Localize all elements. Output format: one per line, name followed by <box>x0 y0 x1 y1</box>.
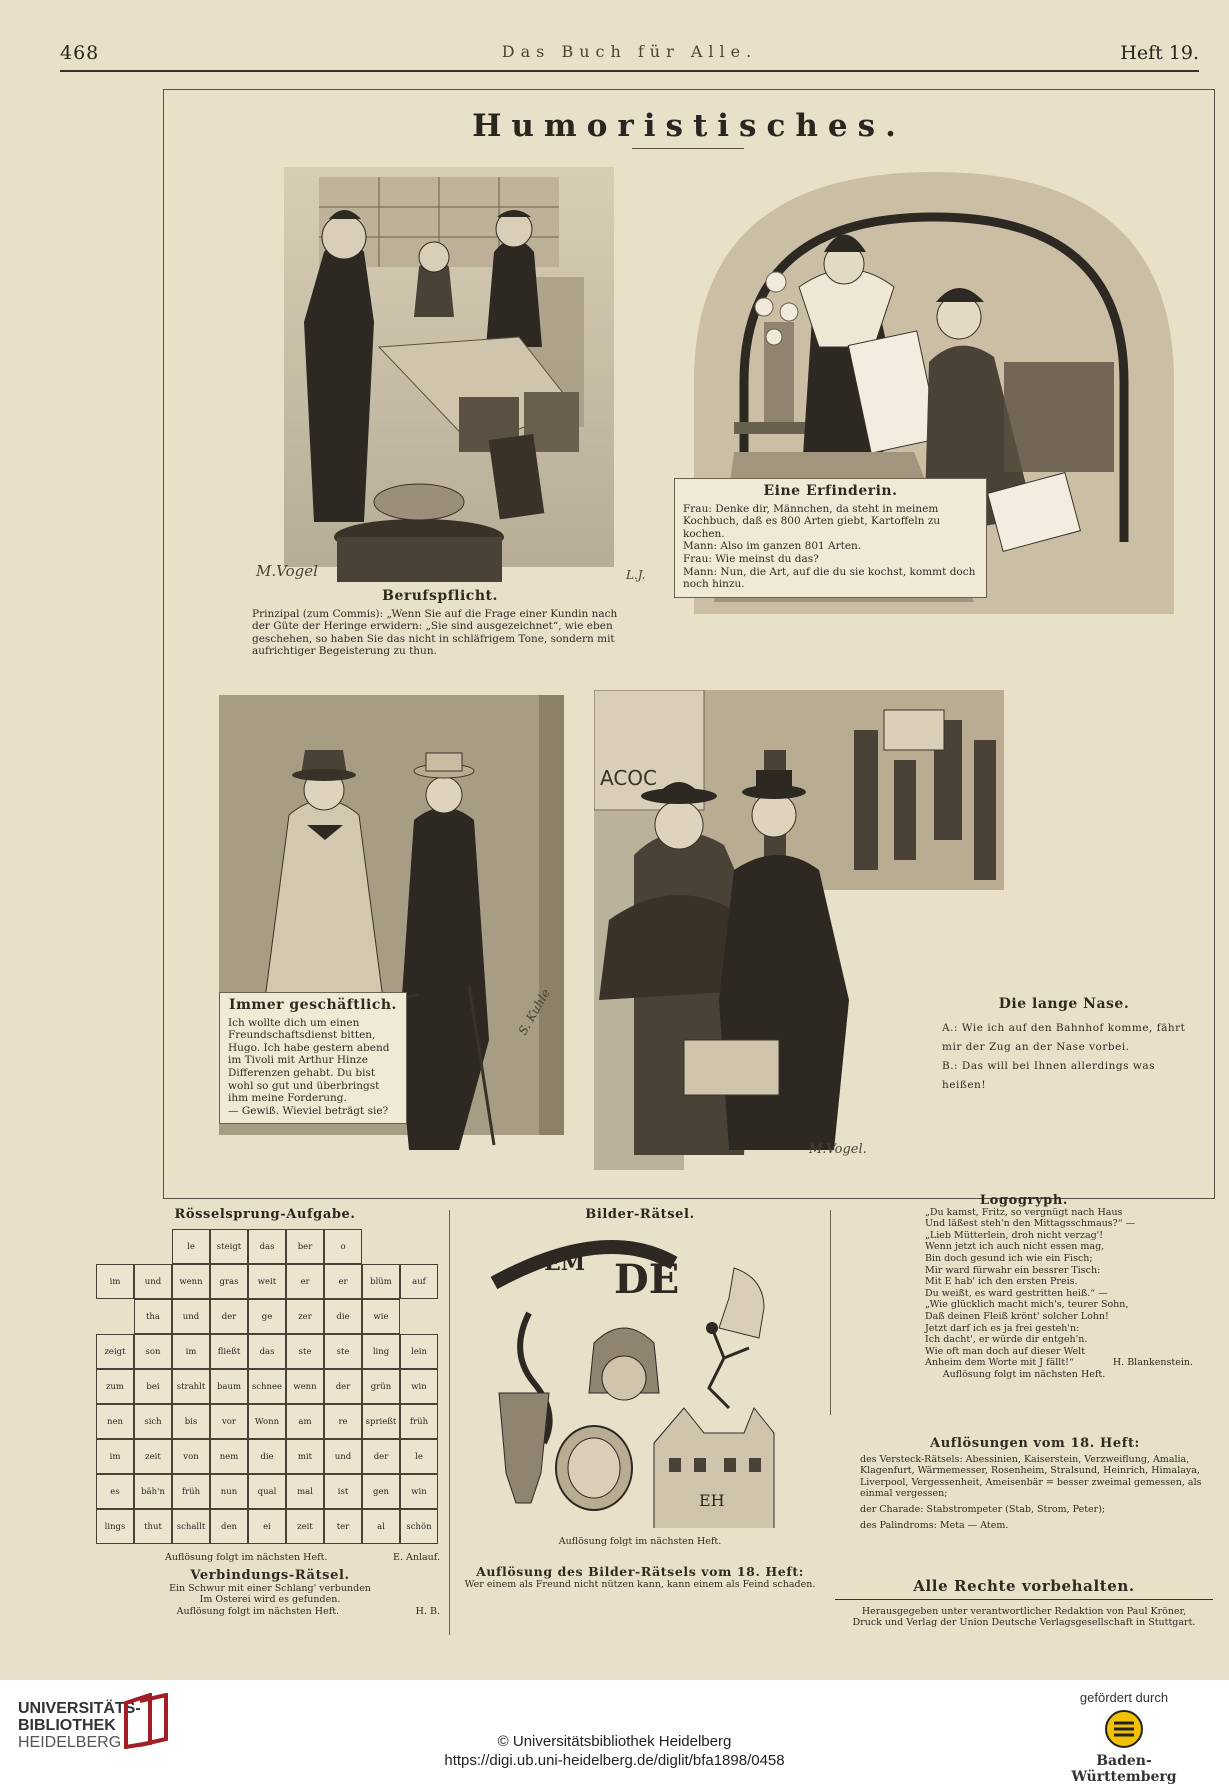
grid-cell: die <box>248 1439 286 1474</box>
verbindungs-heading: Verbindungs-Rätsel. <box>190 1568 350 1583</box>
grid-cell: le <box>172 1229 210 1264</box>
humor-frame <box>163 89 1215 1199</box>
logogryph-line: Mit E hab' ich den ersten Preis. <box>925 1276 1078 1288</box>
grid-cell: ste <box>286 1334 324 1369</box>
grid-cell: win <box>400 1369 438 1404</box>
grid-cell: und <box>134 1264 172 1299</box>
grid-cell: der <box>324 1369 362 1404</box>
roesselsprung-grid <box>96 1229 438 1544</box>
rights-notice: Alle Rechte vorbehalten. <box>835 1580 1213 1600</box>
grid-cell: re <box>324 1404 362 1439</box>
roesselsprung-note: Auflösung folgt im nächsten Heft. <box>165 1552 328 1563</box>
issue-label: Heft 19. <box>1120 42 1199 64</box>
grid-cell: ling <box>362 1334 400 1369</box>
library-line-3: HEIDELBERG <box>18 1734 122 1751</box>
puzzle-glyph-eh: EH <box>699 1491 725 1510</box>
grid-cell: wenn <box>286 1369 324 1404</box>
grid-cell: mal <box>286 1474 324 1509</box>
line-geschaeftlich-2: — Gewiß. Wieviel beträgt sie? <box>228 1104 389 1117</box>
bilder-solution-heading: Auflösung des Bilder-Rätsels vom 18. Heft: <box>476 1564 804 1579</box>
running-header <box>60 36 1199 66</box>
grid-cell: schön <box>400 1509 438 1544</box>
grid-cell: mit <box>286 1439 324 1474</box>
logogryph-line: „Lieb Mütterlein, droh nicht verzag'! <box>925 1229 1104 1241</box>
logogryph-note: Auflösung folgt im nächsten Heft. <box>942 1368 1106 1380</box>
grid-cell: ge <box>248 1299 286 1334</box>
logogryph-line: Jetzt darf ich es ja frei gesteh'n: <box>925 1322 1080 1334</box>
grid-cell: im <box>96 1439 134 1474</box>
grid-cell: thut <box>134 1509 172 1544</box>
grid-cell: grün <box>362 1369 400 1404</box>
logogryph-line: Wie oft man doch auf dieser Welt <box>925 1345 1086 1357</box>
funder-block <box>1049 1690 1199 1785</box>
line-nase-2: B.: Das will bei Ihnen allerdings was heißen! <box>942 1060 1155 1091</box>
grid-cell: tha <box>134 1299 172 1334</box>
grid-cell: steigt <box>210 1229 248 1264</box>
grid-cell: und <box>172 1299 210 1334</box>
logogryph-line: Du weißt, es ward gestritten heiß.“ — <box>925 1287 1108 1299</box>
grid-cell: nen <box>96 1404 134 1439</box>
grid-cell: er <box>286 1264 324 1299</box>
logogryph-line: Daß deinen Fleiß krönt' solcher Lohn! <box>925 1310 1109 1322</box>
rights-section <box>835 1577 1213 1629</box>
logogryph-line: Anheim dem Worte mit J fällt!“ <box>925 1357 1074 1369</box>
signature-kuhle: S. Kuhle <box>515 986 553 1038</box>
bilder-note: Auflösung folgt im nächsten Heft. <box>558 1536 722 1547</box>
grid-cell: im <box>172 1334 210 1369</box>
logogryph-author: H. Blankenstein. <box>1112 1356 1193 1368</box>
aufloesungen-section <box>860 1438 1210 1531</box>
grid-cell: win <box>400 1474 438 1509</box>
grid-cell: lings <box>96 1509 134 1544</box>
grid-cell: sprießt <box>362 1404 400 1439</box>
grid-cell: bis <box>172 1404 210 1439</box>
grid-cell: nem <box>210 1439 248 1474</box>
grid-cell: wie <box>362 1299 400 1334</box>
grid-cell: al <box>362 1509 400 1544</box>
grid-cell: auf <box>400 1264 438 1299</box>
copyright-text: © Universitätsbibliothek Heidelberg <box>497 1733 732 1750</box>
header-rule <box>60 70 1199 72</box>
grid-cell: wenn <box>172 1264 210 1299</box>
bilder-heading: Bilder-Rätsel. <box>585 1207 695 1222</box>
grid-cell: zum <box>96 1369 134 1404</box>
grid-cell: gras <box>210 1264 248 1299</box>
grid-cell: baum <box>210 1369 248 1404</box>
logogryph-line: „Wie glücklich macht mich's, teurer Sohn, <box>925 1299 1129 1311</box>
grid-cell: bäh'n <box>134 1474 172 1509</box>
aufloesungen-line-1: des Versteck-Rätsels: Abessinien, Kaiserstein, Verzweiflung, Amalia, Klagenfurt, Wärmemesser, Rosenheim, Stralsund, Heinrich, Himalaya, Liverpool, Vergessenheit, Ameisenbär = besser zweimal gemessen, als einmal vergessen; <box>860 1453 1202 1500</box>
heading-erfinderin: Eine Erfinderin. <box>763 483 898 499</box>
grid-cell: ist <box>324 1474 362 1509</box>
roesselsprung-footer <box>100 1552 440 1564</box>
grid-cell: zeigt <box>96 1334 134 1369</box>
logogryph-line: Ich dacht', er würde dir entgeh'n. <box>925 1334 1088 1346</box>
grid-cell: Wonn <box>248 1404 286 1439</box>
grid-cell: von <box>172 1439 210 1474</box>
aufloesungen-line-3: des Palindroms: Meta — Atem. <box>860 1519 1009 1531</box>
line-erfinderin-3: Frau: Wie meinst du das? <box>683 552 819 565</box>
grid-cell: gen <box>362 1474 400 1509</box>
logogryph-line: Mir ward fürwahr ein bessrer Tisch: <box>925 1264 1101 1276</box>
grid-cell: ei <box>248 1509 286 1544</box>
grid-cell: bei <box>134 1369 172 1404</box>
verbindungs-line-2: Im Osterei wird es gefunden. <box>199 1594 341 1606</box>
illustration-shop-scene <box>229 157 649 597</box>
grid-cell: qual <box>248 1474 286 1509</box>
title-rule <box>632 148 744 149</box>
heading-geschaeftlich: Immer geschäftlich. <box>229 997 397 1013</box>
grid-cell: das <box>248 1334 286 1369</box>
column-divider-2 <box>830 1210 831 1415</box>
grid-cell: blüm <box>362 1264 400 1299</box>
imprint-line-1: Herausgegeben unter verantwortlicher Redaktion von Paul Kröner, <box>861 1605 1187 1617</box>
heading-berufspflicht: Berufspflicht. <box>382 588 498 604</box>
running-title: Das Buch für Alle. <box>501 42 758 61</box>
grid-cell: weit <box>248 1264 286 1299</box>
column-divider-1 <box>449 1210 450 1635</box>
line-erfinderin-1: Frau: Denke dir, Männchen, da steht in meinem Kochbuch, daß es 800 Arten giebt, Kartoffeln zu kochen. <box>683 502 941 540</box>
roesselsprung-author: E. Anlauf. <box>393 1552 440 1563</box>
library-line-1: UNIVERSITÄTS- <box>18 1700 141 1717</box>
grid-cell: früh <box>172 1474 210 1509</box>
logogryph-line: Wenn jetzt ich auch nicht essen mag, <box>925 1241 1105 1253</box>
grid-cell: früh <box>400 1404 438 1439</box>
grid-cell: sich <box>134 1404 172 1439</box>
source-url[interactable]: https://digi.ub.uni-heidelberg.de/diglit/bfa1898/0458 <box>444 1752 785 1769</box>
puzzle-glyph-de: DE <box>614 1256 680 1303</box>
signature-lj: L.J. <box>626 568 646 582</box>
picture-puzzle <box>484 1228 794 1528</box>
grid-cell: lein <box>400 1334 438 1369</box>
line-erfinderin-4: Mann: Nun, die Art, auf die du sie kochst, kommt doch noch hinzu. <box>683 565 976 591</box>
grid-cell: zeit <box>134 1439 172 1474</box>
signature-vogel-2: M.Vogel. <box>809 1142 867 1157</box>
grid-cell: der <box>362 1439 400 1474</box>
grid-cell: es <box>96 1474 134 1509</box>
line-erfinderin-2: Mann: Also im ganzen 801 Arten. <box>683 540 862 553</box>
aufloesungen-line-2: der Charade: Stabstrompeter (Stab, Strom, Peter); <box>860 1503 1106 1515</box>
funder-crest-icon <box>1104 1709 1144 1749</box>
funded-by-label: gefördert durch <box>1079 1690 1169 1705</box>
grid-cell: den <box>210 1509 248 1544</box>
grid-cell: der <box>210 1299 248 1334</box>
grid-cell: er <box>324 1264 362 1299</box>
grid-cell: o <box>324 1229 362 1264</box>
grid-cell: ber <box>286 1229 324 1264</box>
aufloesungen-heading: Auflösungen vom 18. Heft: <box>930 1436 1140 1451</box>
heading-nase: Die lange Nase. <box>998 996 1130 1012</box>
caption-nase <box>942 995 1186 1095</box>
verbindungs-note: Auflösung folgt im nächsten Heft. <box>176 1605 340 1617</box>
caption-berufspflicht <box>252 590 628 658</box>
puzzle-glyph-em: EM <box>544 1250 586 1276</box>
library-line-2: BIBLIOTHEK <box>18 1717 116 1734</box>
footer-bar <box>0 1680 1229 1785</box>
imprint-line-2: Druck und Verlag der Union Deutsche Verlagsgesellschaft in Stuttgart. <box>852 1617 1196 1629</box>
caption-geschaeftlich <box>219 992 407 1124</box>
illustration-long-nose <box>594 690 1194 1170</box>
grid-cell: und <box>324 1439 362 1474</box>
logogryph-heading: Logogryph. <box>979 1193 1069 1208</box>
grid-cell: das <box>248 1229 286 1264</box>
sign-text-acoc: ACOC <box>600 766 658 790</box>
text-berufspflicht: Prinzipal (zum Commis): „Wenn Sie auf die Frage einer Kundin nach der Güte der Heringe erwidern: „Sie sind ausgezeichnet“, wie eben geschehen, so haben Sie das nicht in schläfrigem Tone, sondern mit aufrichtiger Begeisterung zu thun. <box>252 607 618 658</box>
grid-cell: zeit <box>286 1509 324 1544</box>
line-geschaeftlich-1: Ich wollte dich um einen Freundschaftsdienst bitten, Hugo. Ich habe gestern abend im Tivoli mit Arthur Hinze Differenzen gehabt. Du bist wohl so gut und überbringst ihm meine Forderung. <box>228 1016 390 1105</box>
roesselsprung-heading: Rösselsprung-Aufgabe. <box>174 1207 356 1222</box>
bilder-solution <box>455 1566 825 1590</box>
grid-cell: schallt <box>172 1509 210 1544</box>
grid-cell: strahlt <box>172 1369 210 1404</box>
page-title: Humoristisches. <box>472 108 906 144</box>
roesselsprung-section <box>90 1207 440 1222</box>
bilder-section <box>455 1207 825 1222</box>
verbindungs-section <box>100 1570 440 1617</box>
signature-vogel-1: M.Vogel <box>256 562 318 580</box>
grid-cell: le <box>400 1439 438 1474</box>
grid-cell: son <box>134 1334 172 1369</box>
logogryph-line: „Du kamst, Fritz, so vergnügt nach Haus <box>925 1206 1123 1218</box>
grid-cell: ste <box>324 1334 362 1369</box>
grid-cell: nun <box>210 1474 248 1509</box>
grid-cell: schnee <box>248 1369 286 1404</box>
copyright-block <box>0 1732 1229 1770</box>
grid-cell: am <box>286 1404 324 1439</box>
grid-cell: ter <box>324 1509 362 1544</box>
grid-cell: fließt <box>210 1334 248 1369</box>
logogryph-line: Bin doch gesund ich wie ein Fisch; <box>925 1252 1093 1264</box>
logogryph-line: Und läßest steh'n den Mittagsschmaus?“ — <box>925 1218 1136 1230</box>
grid-cell: die <box>324 1299 362 1334</box>
line-nase-1: A.: Wie ich auf den Bahnhof komme, fährt mir der Zug an der Nase vorbei. <box>942 1022 1186 1053</box>
verbindungs-line-1: Ein Schwur mit einer Schlang' verbunden <box>169 1582 371 1594</box>
grid-cell: vor <box>210 1404 248 1439</box>
grid-cell: zer <box>286 1299 324 1334</box>
caption-erfinderin <box>674 478 987 598</box>
page-number: 468 <box>60 42 100 64</box>
grid-cell: im <box>96 1264 134 1299</box>
funder-name: Baden-Württemberg <box>1071 1753 1177 1785</box>
logogryph-section <box>835 1195 1213 1380</box>
bilder-solution-text: Wer einem als Freund nicht nützen kann, kann einem als Feind schaden. <box>464 1578 816 1590</box>
verbindungs-author: H. B. <box>415 1605 440 1617</box>
